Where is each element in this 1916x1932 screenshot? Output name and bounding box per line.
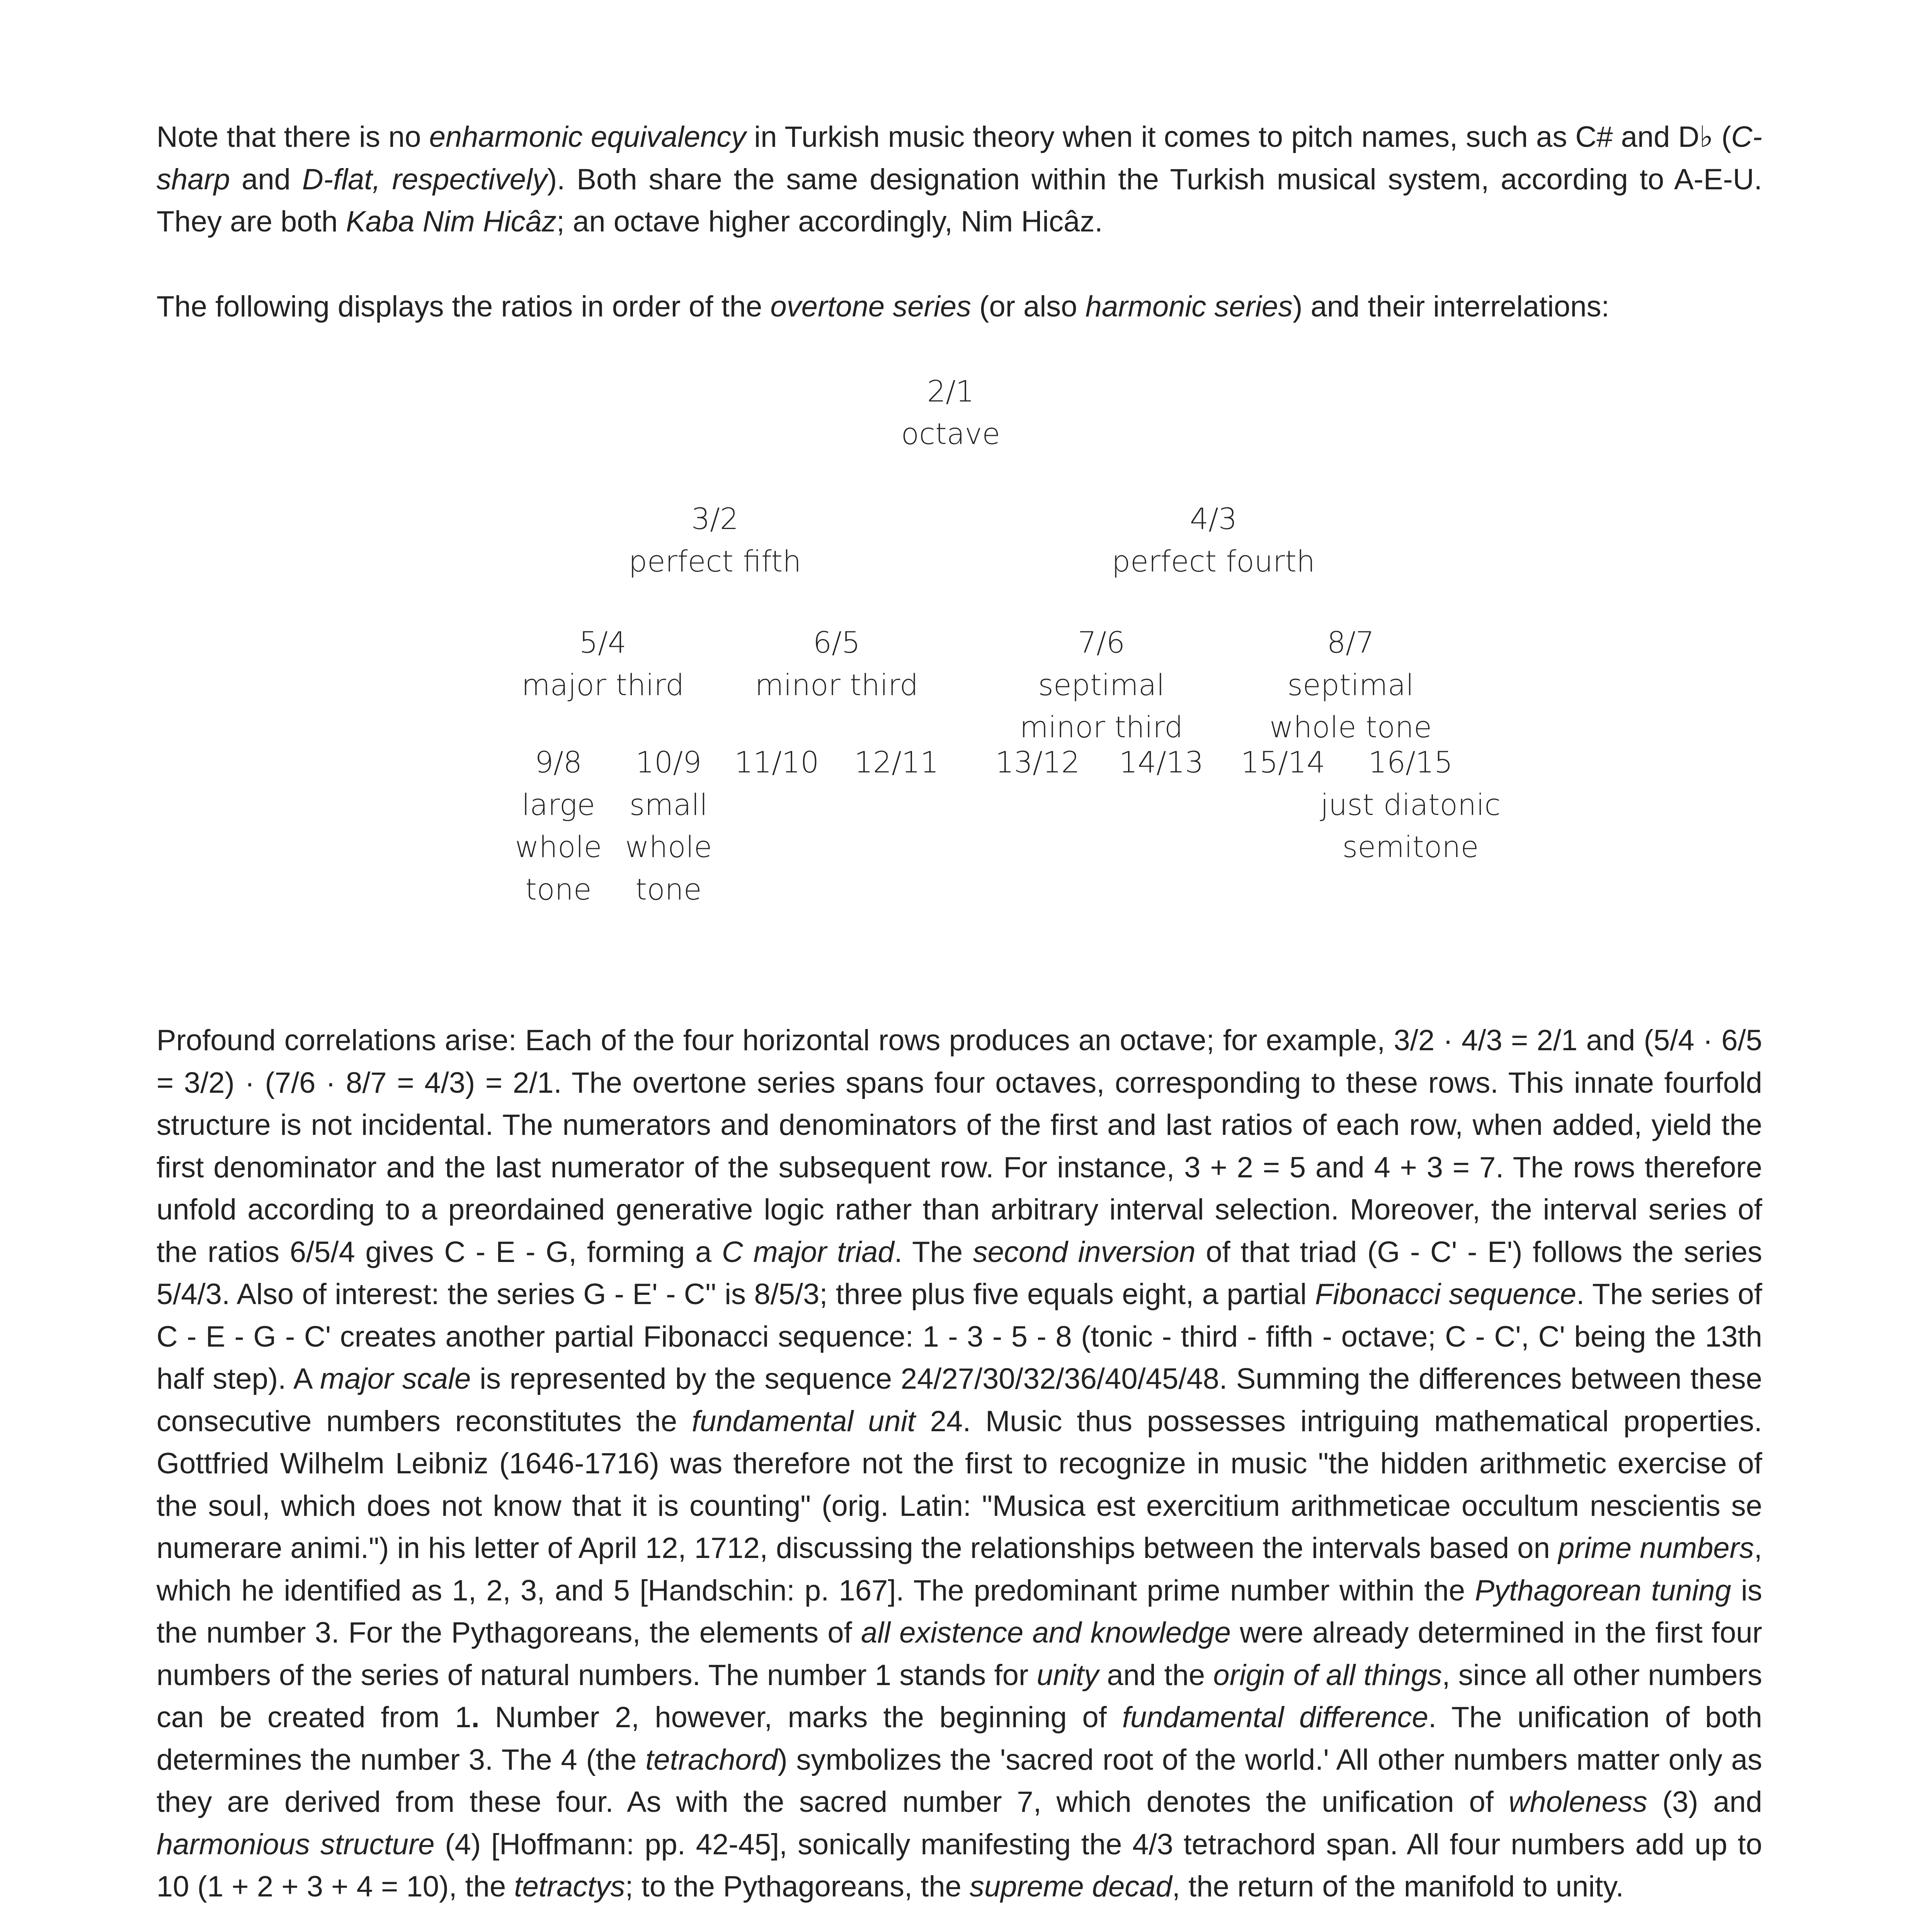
interval-name: septimal (1287, 667, 1414, 702)
italic-term: overtone series (770, 290, 972, 323)
italic-term: tetrachord (645, 1743, 778, 1776)
interval-ratio: 6/5 (813, 625, 861, 660)
interval-cell (1269, 621, 1432, 748)
text-run: (4) [Hoffmann: pp. 42-45], sonically manifesting the 4/3 tetrachord span. All four numbers add up to 10 (1 + 2 + 3 + 4 = 10), the (157, 1828, 1763, 1903)
interval-cell (1119, 741, 1203, 784)
interval-ratio: 8/7 (1327, 625, 1375, 660)
interval-cell (734, 741, 819, 784)
interval-name: tone (525, 872, 592, 906)
text-run: ) symbolizes the 'sacred root of the world.' All other numbers matter only as they are derived from these four. As with the sacred number 7, which denotes the unification of (157, 1743, 1762, 1818)
text-run: Note that there is no (157, 121, 429, 153)
interval-name: large (522, 787, 595, 822)
text-run: and the (1099, 1658, 1213, 1692)
italic-term: second inversion (973, 1235, 1196, 1269)
interval-name: octave (901, 416, 1001, 451)
italic-term: C major triad (721, 1235, 894, 1269)
italic-term: supreme decad (970, 1870, 1172, 1903)
interval-name: whole (625, 830, 712, 864)
interval-ratio: 11/10 (734, 745, 819, 779)
interval-ratio: 7/6 (1077, 625, 1125, 660)
italic-term: wholeness (1508, 1786, 1647, 1818)
interval-name: whole tone (1269, 710, 1432, 744)
italic-term: all existence and knowledge (861, 1616, 1231, 1649)
interval-name: minor third (1019, 710, 1183, 744)
interval-cell (625, 741, 712, 910)
interval-ratio: 2/1 (927, 374, 975, 408)
interval-ratio: 9/8 (534, 745, 582, 779)
text-run: and (230, 163, 302, 196)
paragraph-3 (157, 1019, 1762, 1908)
text-run: . The unification of both determines the number 3. The 4 (the (157, 1701, 1762, 1776)
italic-term: origin of all things (1213, 1658, 1442, 1692)
italic-term: fundamental difference (1122, 1701, 1428, 1734)
italic-term: harmonious structure (157, 1828, 435, 1861)
italic-term: fundamental unit (692, 1405, 915, 1438)
interval-ratio: 16/15 (1368, 745, 1453, 779)
interval-cell (755, 621, 918, 706)
bold-text: . (471, 1701, 480, 1734)
interval-ratio: 14/13 (1119, 745, 1204, 779)
interval-cell (1112, 498, 1315, 582)
italic-term: harmonic series (1085, 290, 1293, 323)
interval-name: perfect fourth (1111, 544, 1315, 578)
text-run: , since all other numbers can be created from 1 (157, 1658, 1762, 1734)
interval-cell (629, 498, 801, 582)
interval-ratio: 10/9 (635, 745, 702, 779)
interval-name: semitone (1342, 830, 1479, 864)
paragraph-2 (157, 286, 1762, 328)
italic-term: Kaba Nim Hicâz (346, 205, 556, 238)
text-run: is represented by the sequence 24/27/30/32/36/40/45/48. Summing the differences between these consecutive numbers reconstitutes the (157, 1362, 1762, 1438)
interval-name: major third (521, 667, 684, 702)
text-run: 24. Music thus possesses intriguing mathematical properties. Gottfried Wilhelm Leibniz (1646-1716) was therefore not the first to recognize in music "the hidden arithmetic exercise of the soul, which does not know that it is counting" (orig. Latin: "Musica est exercitium arithmeticae occultum nescientis se numerare animi.") in his letter of April 12, 1712, discussing the relationships between the intervals based on (157, 1405, 1762, 1565)
page-content (157, 116, 1762, 1932)
text-run: (3) and (1647, 1786, 1763, 1818)
text-run: ) and their interrelations: (1293, 290, 1610, 323)
text-run: of that triad (G - C' - E') follows the series 5/4/3. Also of interest: the series G - E' - C'' is 8/5/3; three plus five equals eight, a partial (157, 1235, 1762, 1311)
text-run: Number 2, however, marks the beginning of (479, 1701, 1122, 1734)
interval-cell (515, 741, 602, 910)
interval-name: perfect fifth (628, 544, 801, 578)
interval-ratio: 4/3 (1189, 502, 1237, 536)
italic-term: Fibonacci sequence (1315, 1278, 1576, 1311)
interval-cell (1320, 741, 1501, 868)
text-run: . The series of C - E - G - C' creates another partial Fibonacci sequence: 1 - 3 - 5 - 8 (tonic - third - fifth - octave; C - C', C' being the 13th half step). A (157, 1278, 1762, 1395)
text-run: is the number 3. For the Pythagoreans, the elements of (157, 1574, 1762, 1649)
text-run: were already determined in the first four numbers of the series of natural numbers. The number 1 stands for (157, 1616, 1762, 1692)
interval-ratio: 3/2 (691, 502, 739, 536)
interval-ratio: 15/14 (1240, 745, 1326, 779)
text-run: , the return of the manifold to unity. (1172, 1870, 1624, 1903)
italic-term: D-flat, respectively (302, 163, 547, 196)
paragraph-1 (157, 116, 1762, 243)
text-run: ; an octave higher accordingly, Nim Hicâz. (556, 205, 1103, 238)
interval-name: minor third (755, 667, 919, 702)
interval-cell (1020, 621, 1183, 748)
interval-name: just diatonic (1320, 787, 1501, 822)
italic-term: unity (1036, 1658, 1099, 1692)
interval-name: septimal (1038, 667, 1165, 702)
interval-name: small (629, 787, 708, 822)
interval-cell (854, 741, 939, 784)
interval-name: tone (635, 872, 702, 906)
interval-cell (901, 370, 1000, 455)
text-run: The following displays the ratios in order of the (157, 290, 771, 323)
overtone-series-diagram (157, 370, 1762, 965)
text-run: in Turkish music theory when it comes to pitch names, such as C# and D♭ ( (746, 121, 1731, 153)
italic-term: major scale (320, 1362, 471, 1395)
text-run: ). Both share the same designation within the Turkish musical system, according to A-E-U. They are both (157, 163, 1762, 238)
italic-term: Pythagorean tuning (1475, 1574, 1731, 1607)
interval-cell (522, 621, 684, 706)
text-run: (or also (971, 290, 1086, 323)
interval-name: whole (515, 830, 602, 864)
interval-ratio: 12/11 (854, 745, 939, 779)
interval-cell (995, 741, 1080, 784)
italic-term: enharmonic equivalency (429, 121, 746, 153)
interval-cell (1240, 741, 1325, 784)
italic-term: prime numbers (1558, 1532, 1754, 1565)
interval-ratio: 5/4 (579, 625, 627, 660)
text-run: , which he identified as 1, 2, 3, and 5 [Handschin: p. 167]. The predominant prime number within the (157, 1532, 1763, 1607)
text-run: . The (894, 1235, 973, 1269)
text-run: ; to the Pythagoreans, the (625, 1870, 970, 1903)
text-run: Profound correlations arise: Each of the four horizontal rows produces an octave; for example, 3/2 · 4/3 = 2/1 and (5/4 · 6/5 = 3/2) · (7/6 · 8/7 = 4/3) = 2/1. The overtone series spans four octaves, corresponding to these rows. This innate fourfold structure is not incidental. The numerators and denominators of the first and last ratios of each row, when added, yield the first denominator and the last numerator of the subsequent row. For instance, 3 + 2 = 5 and 4 + 3 = 7. The rows therefore unfold according to a preordained generative logic rather than arbitrary interval selection. Moreover, the interval series of the ratios 6/5/4 gives C - E - G, forming a (157, 1024, 1762, 1269)
italic-term: C-sharp (157, 121, 1762, 196)
italic-term: tetractys (514, 1870, 625, 1903)
interval-ratio: 13/12 (995, 745, 1080, 779)
